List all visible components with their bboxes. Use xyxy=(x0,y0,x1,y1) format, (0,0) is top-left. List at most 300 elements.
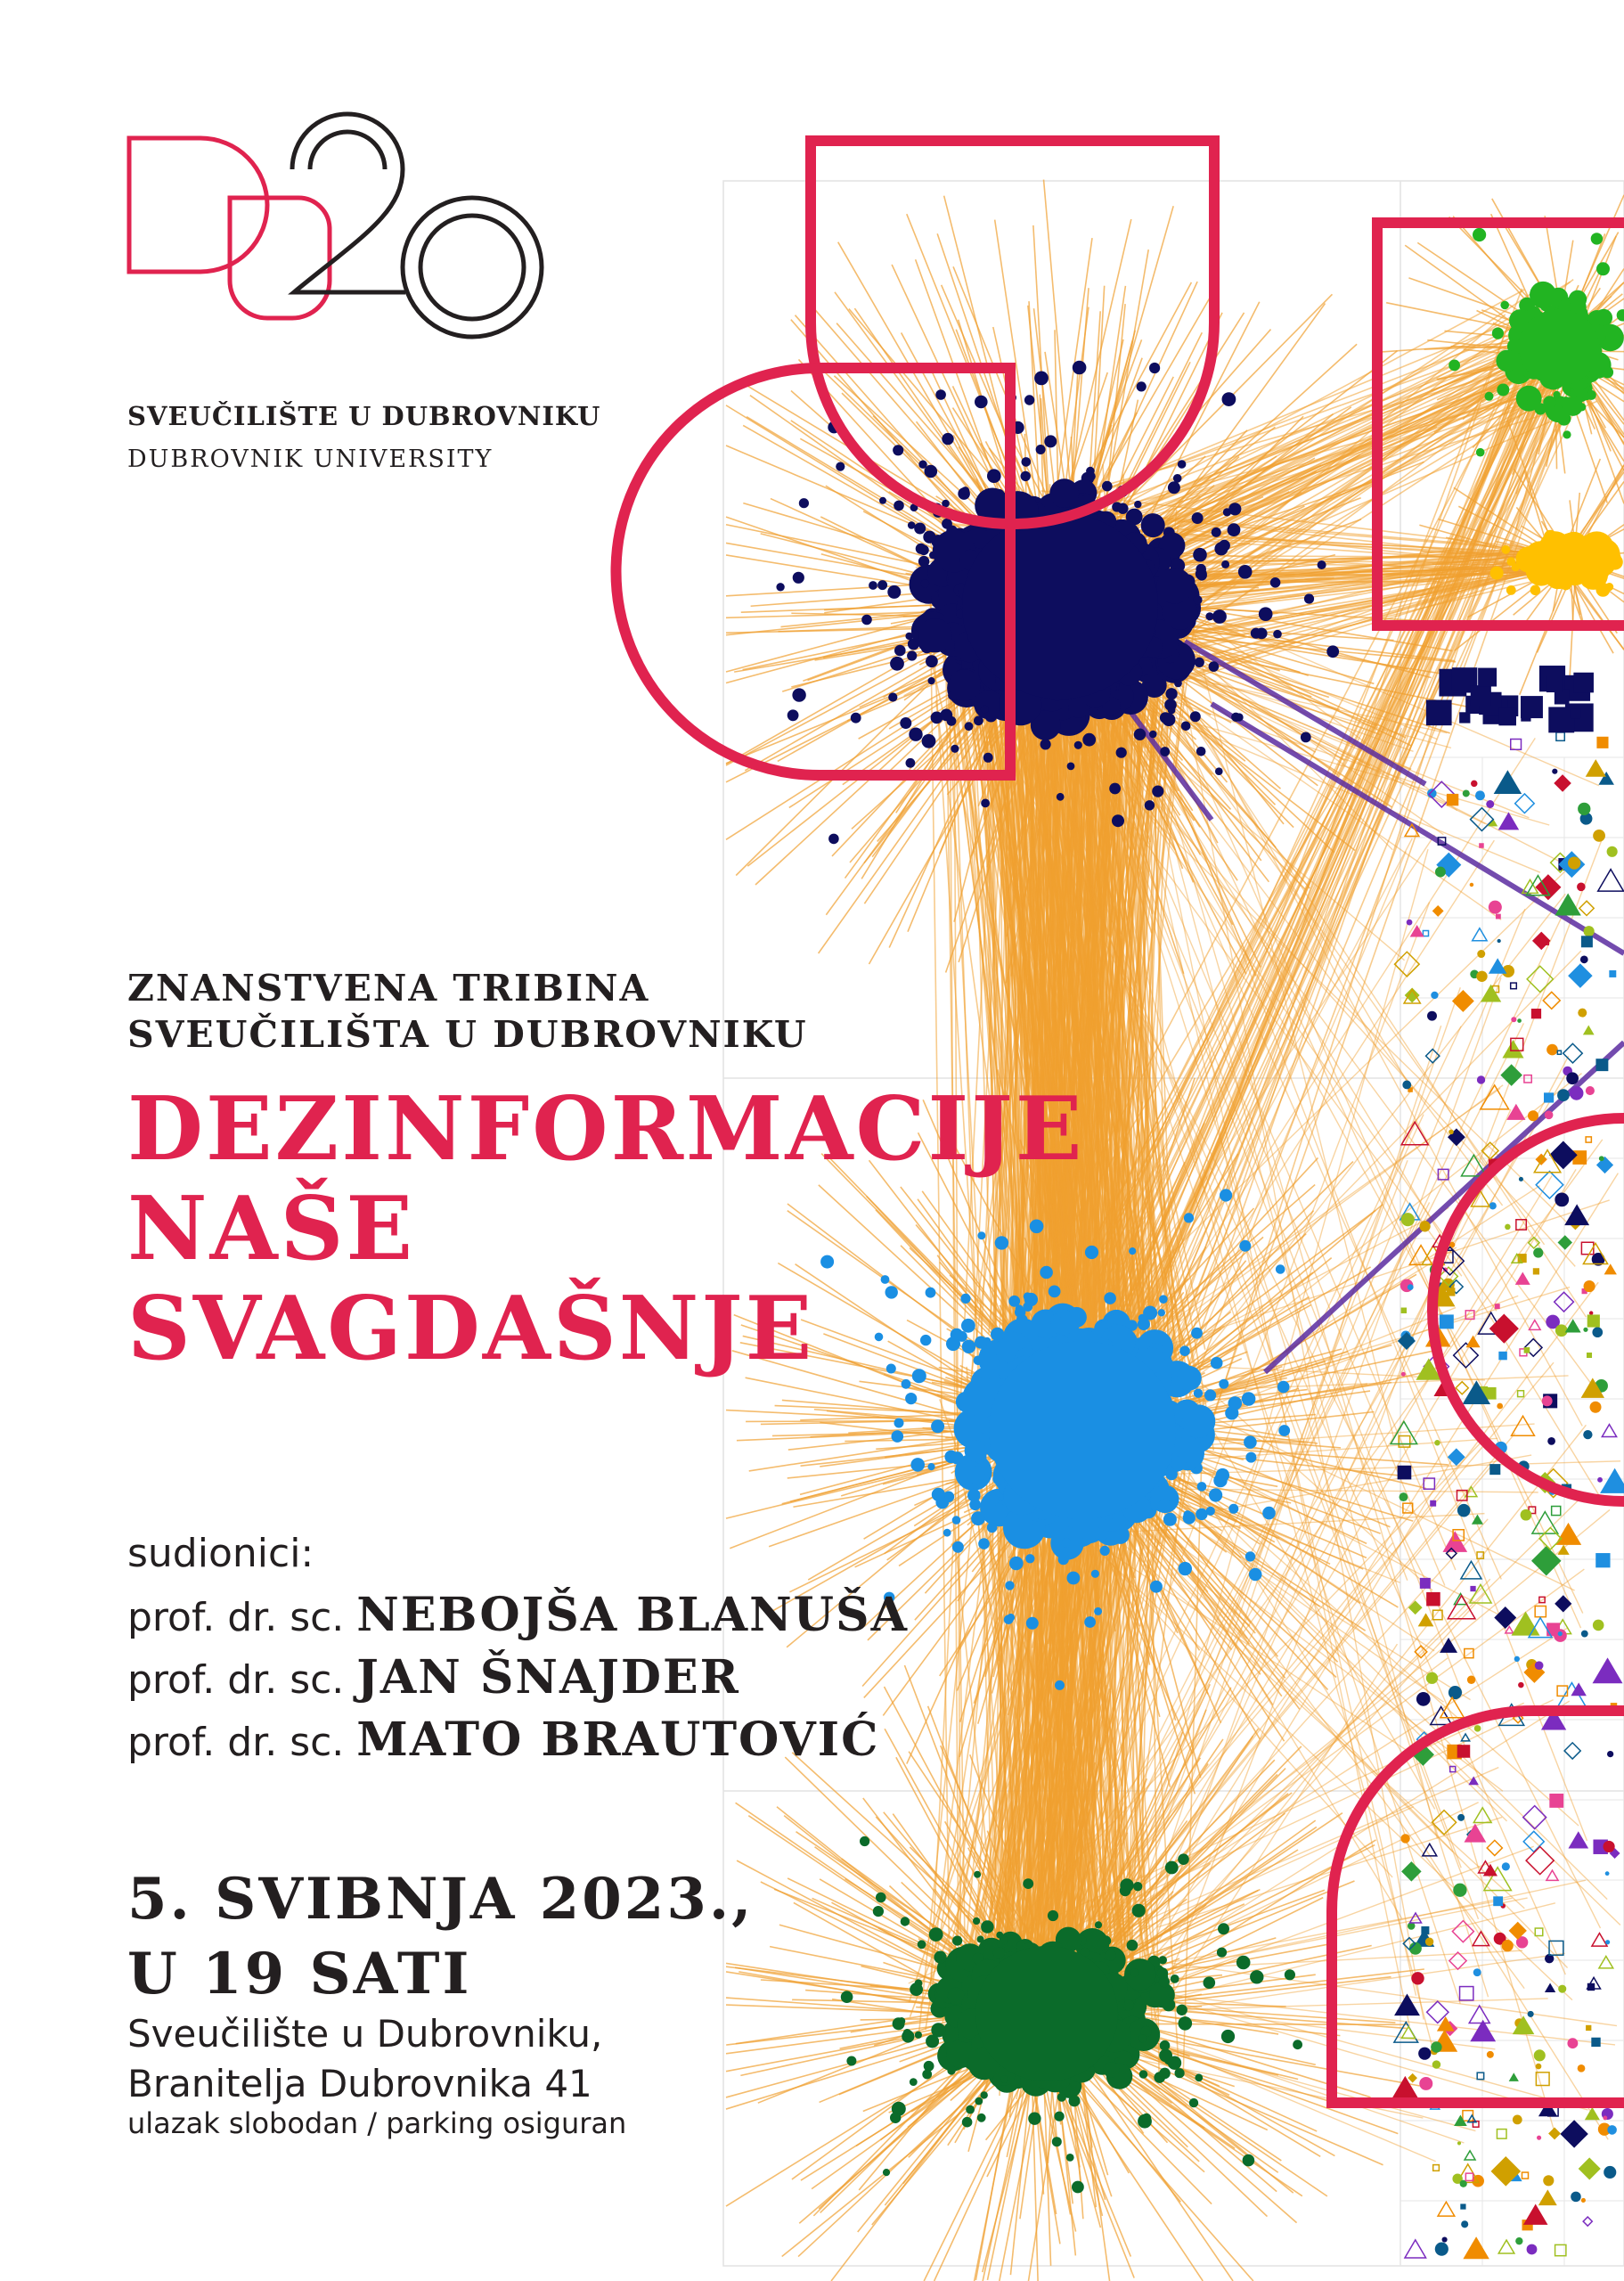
participant-name: JAN ŠNAJDER xyxy=(356,1650,740,1705)
marker xyxy=(1494,1897,1502,1905)
node xyxy=(940,709,952,722)
node xyxy=(918,618,951,652)
marker xyxy=(1557,1089,1570,1101)
node xyxy=(1209,661,1220,672)
marker xyxy=(1402,1862,1420,1880)
node xyxy=(934,1951,946,1964)
participant-prefix: prof. dr. sc. xyxy=(127,1720,345,1765)
marker xyxy=(1434,1440,1440,1445)
node xyxy=(1204,1976,1216,1989)
node xyxy=(932,1488,945,1501)
marker xyxy=(1427,1593,1440,1606)
node xyxy=(1171,1456,1187,1471)
node xyxy=(793,572,804,584)
marker xyxy=(1569,964,1591,986)
marker xyxy=(1457,1814,1465,1821)
marker xyxy=(1474,1725,1481,1732)
node xyxy=(975,396,988,409)
marker xyxy=(1555,1324,1568,1337)
marker xyxy=(1469,2006,1489,2023)
marker xyxy=(1484,1865,1497,1876)
node xyxy=(973,1917,980,1925)
marker xyxy=(1543,2175,1554,2186)
event-title xyxy=(127,1080,1084,1379)
marker xyxy=(1477,950,1485,958)
node xyxy=(1506,557,1515,566)
node xyxy=(1132,1904,1146,1917)
node xyxy=(1091,1570,1099,1578)
marker xyxy=(1497,2130,1506,2139)
node xyxy=(1139,2070,1148,2079)
marker xyxy=(1579,901,1594,915)
node xyxy=(1277,1381,1290,1394)
node xyxy=(869,581,877,590)
node xyxy=(967,1467,985,1485)
node xyxy=(962,2117,973,2128)
node xyxy=(1221,2030,1235,2043)
marker xyxy=(1546,1870,1558,1880)
marker xyxy=(1552,769,1557,774)
marker xyxy=(1476,971,1487,982)
marker xyxy=(1498,939,1501,943)
event-date xyxy=(127,1862,754,2012)
node xyxy=(1100,1546,1110,1556)
marker xyxy=(1401,1308,1406,1312)
node xyxy=(1476,448,1485,457)
node xyxy=(1160,712,1171,724)
marker xyxy=(1587,2026,1591,2031)
marker xyxy=(1558,1631,1563,1636)
node xyxy=(1205,612,1213,620)
node xyxy=(1159,1956,1167,1964)
node xyxy=(1127,1940,1138,1951)
marker xyxy=(1593,1620,1604,1631)
marker xyxy=(1527,2244,1538,2255)
marker xyxy=(1511,983,1517,989)
marker xyxy=(1401,1372,1406,1377)
node xyxy=(1587,390,1596,400)
node xyxy=(890,657,904,671)
node xyxy=(1220,1189,1232,1201)
node xyxy=(1004,1615,1014,1624)
node xyxy=(1179,2016,1193,2031)
cluster-core xyxy=(975,1946,1118,2081)
node xyxy=(841,1991,853,2003)
node xyxy=(1212,609,1227,624)
node xyxy=(1094,1607,1102,1615)
marker xyxy=(1497,914,1500,918)
node xyxy=(1449,360,1460,372)
marker xyxy=(1556,895,1580,915)
node xyxy=(1209,1488,1222,1501)
marker xyxy=(1435,2243,1449,2256)
marker xyxy=(1405,2240,1426,2258)
marker xyxy=(1605,1871,1610,1876)
node xyxy=(1109,783,1121,795)
marker xyxy=(1461,1734,1469,1741)
marker xyxy=(1550,1795,1563,1807)
node xyxy=(1473,228,1486,241)
node xyxy=(918,556,929,567)
node xyxy=(1048,1910,1058,1921)
node xyxy=(1022,457,1032,467)
marker xyxy=(1515,794,1535,813)
marker xyxy=(1578,803,1590,815)
node xyxy=(1249,1568,1262,1582)
node xyxy=(1244,1435,1257,1449)
marker xyxy=(1590,1402,1602,1413)
node xyxy=(902,1379,911,1389)
marker xyxy=(1471,1587,1475,1591)
node xyxy=(1082,733,1096,747)
marker xyxy=(1407,920,1413,926)
node xyxy=(1530,282,1556,308)
marker xyxy=(1546,1984,1555,1991)
marker xyxy=(1561,2121,1587,2146)
marker xyxy=(1431,992,1438,999)
marker xyxy=(1555,1192,1569,1206)
marker xyxy=(1452,669,1473,691)
marker xyxy=(1423,930,1428,936)
node xyxy=(907,650,917,660)
node xyxy=(1158,1500,1171,1513)
node xyxy=(888,692,897,701)
node xyxy=(966,2105,975,2114)
node xyxy=(846,2056,856,2066)
node xyxy=(861,615,872,625)
marker xyxy=(1599,1956,1613,1967)
node xyxy=(1000,2075,1008,2083)
marker xyxy=(1556,732,1564,740)
node xyxy=(1067,763,1075,771)
node xyxy=(971,1511,985,1525)
marker xyxy=(1552,1507,1561,1516)
marker xyxy=(1578,2064,1586,2073)
node xyxy=(905,1393,917,1404)
node xyxy=(1596,552,1612,568)
marker xyxy=(1557,1686,1567,1696)
node xyxy=(1496,350,1518,372)
node xyxy=(860,1836,869,1846)
node xyxy=(910,1458,925,1472)
marker xyxy=(1548,707,1574,732)
node xyxy=(1301,732,1311,743)
node xyxy=(1025,1554,1034,1563)
node xyxy=(1069,2095,1081,2106)
marker xyxy=(1597,738,1608,748)
marker xyxy=(1549,2129,1560,2139)
marker xyxy=(1559,1546,1569,1554)
node xyxy=(1191,1328,1203,1339)
node xyxy=(1129,1247,1136,1255)
node xyxy=(931,1419,944,1433)
marker xyxy=(1433,906,1443,916)
node xyxy=(906,758,916,768)
node xyxy=(926,657,936,666)
marker xyxy=(1571,708,1580,718)
marker xyxy=(1400,1492,1408,1501)
node xyxy=(1052,2137,1062,2146)
marker xyxy=(1581,1631,1588,1638)
node xyxy=(1072,2181,1084,2194)
node xyxy=(1157,1967,1169,1979)
node xyxy=(1184,1213,1194,1222)
node xyxy=(1326,645,1339,658)
node xyxy=(1179,1345,1190,1356)
node xyxy=(1497,384,1509,397)
node xyxy=(1239,1240,1251,1252)
node xyxy=(1168,481,1180,494)
marker xyxy=(1521,1509,1532,1521)
marker xyxy=(1571,2192,1581,2203)
node xyxy=(1166,688,1178,699)
node xyxy=(1516,386,1542,412)
marker xyxy=(1593,830,1605,842)
marker xyxy=(1467,1676,1475,1684)
marker xyxy=(1539,2191,1555,2205)
node xyxy=(1085,1246,1098,1259)
marker xyxy=(1599,1156,1604,1161)
participant-1 xyxy=(127,1588,909,1642)
marker xyxy=(1475,790,1485,800)
node xyxy=(1023,1878,1033,1889)
node xyxy=(1133,1882,1142,1891)
marker xyxy=(1582,936,1592,946)
node xyxy=(1219,540,1230,552)
marker xyxy=(1610,971,1615,977)
node xyxy=(1182,1404,1215,1437)
marker xyxy=(1398,1467,1410,1479)
event-date-line1: 5. SVIBNJA 2023., xyxy=(127,1866,755,1933)
marker xyxy=(1463,789,1470,797)
node xyxy=(1160,747,1170,756)
marker xyxy=(1583,1430,1592,1439)
node xyxy=(1492,328,1504,339)
node xyxy=(1021,471,1031,481)
node xyxy=(894,501,904,511)
marker xyxy=(1535,1928,1542,1935)
marker xyxy=(1460,1987,1473,2000)
marker xyxy=(1453,991,1473,1011)
marker xyxy=(1589,1311,1593,1314)
node xyxy=(1124,1958,1155,1990)
marker xyxy=(1511,1017,1516,1022)
node xyxy=(1304,593,1314,603)
node xyxy=(1149,363,1160,373)
node xyxy=(1026,1617,1039,1630)
marker xyxy=(1461,2220,1468,2228)
node xyxy=(876,1893,886,1903)
node xyxy=(922,2070,932,2080)
node xyxy=(1591,233,1603,244)
node xyxy=(1028,2113,1041,2125)
node xyxy=(1159,1295,1168,1304)
node xyxy=(1190,711,1201,722)
marker xyxy=(1427,1011,1437,1021)
node xyxy=(1067,1572,1081,1585)
participant-3 xyxy=(127,1713,879,1767)
node xyxy=(788,709,799,721)
node xyxy=(1183,1510,1192,1519)
marker xyxy=(1471,685,1491,706)
marker xyxy=(1555,1596,1571,1611)
node xyxy=(1057,2093,1066,2102)
event-series xyxy=(127,965,808,1058)
marker xyxy=(1457,2141,1461,2145)
marker xyxy=(1524,1348,1529,1353)
node xyxy=(1530,585,1541,596)
node xyxy=(1242,1392,1256,1406)
marker xyxy=(1542,1395,1553,1406)
marker xyxy=(1545,1093,1554,1102)
marker xyxy=(1426,699,1452,725)
marker xyxy=(1471,808,1494,831)
marker xyxy=(1587,761,1604,776)
node xyxy=(1219,1379,1228,1389)
node xyxy=(1163,1513,1177,1526)
marker xyxy=(1555,775,1570,790)
node xyxy=(1195,2073,1203,2081)
node xyxy=(883,2169,890,2176)
node xyxy=(1218,1923,1229,1934)
node xyxy=(987,469,1001,483)
node xyxy=(1055,1680,1065,1690)
node xyxy=(1066,2154,1074,2162)
marker xyxy=(1419,1615,1432,1626)
marker xyxy=(1607,1751,1613,1757)
node xyxy=(925,465,938,478)
marker xyxy=(1487,2051,1494,2058)
marker xyxy=(1535,1661,1544,1670)
logo-digit-0 xyxy=(403,198,542,337)
marker xyxy=(1533,1247,1543,1257)
node xyxy=(799,498,809,508)
node xyxy=(942,433,953,445)
node xyxy=(1251,628,1261,639)
marker xyxy=(1523,1806,1546,1829)
node xyxy=(1215,767,1223,775)
node xyxy=(1617,309,1624,321)
node xyxy=(1141,513,1165,537)
marker xyxy=(1557,1051,1561,1054)
node xyxy=(974,1871,981,1878)
marker xyxy=(1449,1686,1462,1699)
node xyxy=(1262,1507,1276,1520)
marker xyxy=(1457,1504,1471,1517)
marker xyxy=(1587,1315,1599,1327)
marker xyxy=(1592,2038,1600,2046)
node xyxy=(1168,707,1176,715)
marker xyxy=(1487,1840,1502,1855)
node xyxy=(931,2023,945,2037)
marker xyxy=(1442,2236,1448,2242)
marker xyxy=(1408,1284,1414,1290)
marker xyxy=(1448,1288,1455,1296)
marker xyxy=(1603,1841,1614,1852)
marker xyxy=(1581,2198,1586,2203)
node xyxy=(1134,729,1146,740)
node xyxy=(1500,301,1509,310)
node xyxy=(836,462,845,471)
marker xyxy=(1433,2165,1440,2171)
node xyxy=(1217,1948,1227,1958)
node xyxy=(1245,1452,1256,1463)
node xyxy=(1095,1921,1102,1928)
marker xyxy=(1566,1072,1579,1084)
node xyxy=(1117,503,1128,514)
marker xyxy=(1490,1465,1500,1475)
marker xyxy=(1423,1844,1437,1856)
marker xyxy=(1467,1337,1479,1346)
node xyxy=(1501,545,1510,554)
node xyxy=(969,1499,981,1510)
node xyxy=(914,523,926,535)
node xyxy=(924,2061,934,2072)
node xyxy=(993,1947,1005,1958)
participant-prefix: prof. dr. sc. xyxy=(127,1595,345,1640)
node xyxy=(792,688,805,701)
marker xyxy=(1432,2060,1440,2068)
node xyxy=(1171,1974,1179,1983)
node xyxy=(1179,1562,1192,1575)
marker xyxy=(1496,1304,1499,1308)
participant-prefix: prof. dr. sc. xyxy=(127,1657,345,1703)
node xyxy=(927,1463,934,1470)
node xyxy=(981,2091,988,2098)
marker xyxy=(1473,1968,1481,1976)
node xyxy=(1049,478,1079,508)
marker xyxy=(1524,2205,1546,2224)
node xyxy=(1194,1389,1203,1398)
marker xyxy=(1465,2173,1473,2180)
marker xyxy=(1489,1202,1497,1209)
edge xyxy=(1129,1903,1555,2008)
node xyxy=(1250,1970,1263,1983)
node xyxy=(1181,722,1191,732)
node xyxy=(1490,567,1504,580)
node xyxy=(1175,2068,1185,2078)
marker xyxy=(1556,1524,1580,1544)
node xyxy=(1228,503,1241,515)
node xyxy=(1276,1264,1285,1274)
event-location-line1: Sveučilište u Dubrovniku, xyxy=(127,2012,603,2056)
marker xyxy=(1498,2240,1514,2253)
marker xyxy=(1453,1884,1466,1897)
node xyxy=(908,521,916,529)
marker xyxy=(1486,800,1494,808)
node xyxy=(877,580,887,590)
node xyxy=(1074,741,1082,749)
marker xyxy=(1568,856,1580,869)
marker xyxy=(1573,673,1594,693)
marker xyxy=(1536,2064,1542,2070)
node xyxy=(1236,713,1244,721)
marker xyxy=(1516,1273,1529,1284)
marker xyxy=(1537,2136,1541,2140)
node xyxy=(965,722,974,731)
node xyxy=(1134,501,1141,508)
node xyxy=(1005,1581,1014,1590)
node xyxy=(981,799,990,808)
node xyxy=(935,389,946,400)
node xyxy=(1149,731,1157,739)
marker xyxy=(1564,1743,1580,1759)
marker xyxy=(1584,926,1595,936)
marker xyxy=(1498,708,1516,726)
node xyxy=(1138,1314,1147,1322)
node xyxy=(1165,1861,1179,1875)
university-name-hr: SVEUČILIŠTE U DUBROVNIKU xyxy=(127,401,601,431)
